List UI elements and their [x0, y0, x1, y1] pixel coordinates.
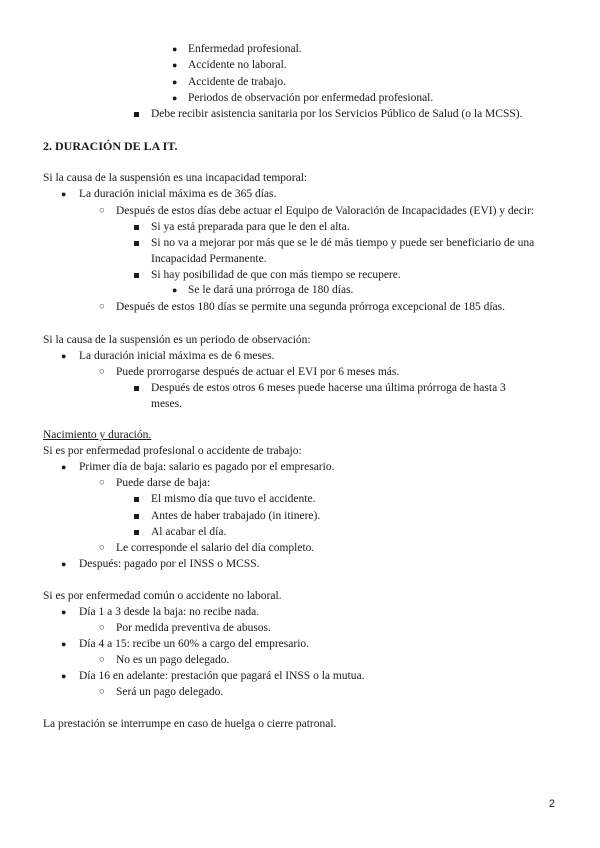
- bullet-dot-icon: ●: [172, 77, 178, 87]
- list-item: Se le dará una prórroga de 180 días.: [188, 284, 354, 296]
- paragraph: Si la causa de la suspensión es una incapacidad temporal:: [43, 172, 308, 184]
- bullet-square-icon: [134, 530, 139, 535]
- bullet-square-icon: [134, 112, 139, 117]
- bullet-dot-icon: ●: [172, 60, 178, 70]
- list-item: Puede darse de baja:: [116, 477, 211, 489]
- bullet-circle-icon: ○: [99, 687, 105, 697]
- list-item: Enfermedad profesional.: [188, 43, 302, 55]
- paragraph: Si la causa de la suspensión es un periodo de observación:: [43, 334, 311, 346]
- list-item: El mismo día que tuvo el accidente.: [151, 493, 316, 505]
- list-item: Día 1 a 3 desde la baja: no recibe nada.: [79, 606, 260, 618]
- list-item: Accidente no laboral.: [188, 59, 287, 71]
- bullet-square-icon: [134, 241, 139, 246]
- bullet-circle-icon: ○: [99, 206, 105, 216]
- list-item: Antes de haber trabajado (in itinere).: [151, 510, 321, 522]
- bullet-circle-icon: ○: [99, 302, 105, 312]
- paragraph: Si es por enfermedad profesional o accidente de trabajo:: [43, 445, 302, 457]
- list-item: Periodos de observación por enfermedad profesional.: [188, 92, 434, 104]
- bullet-dot-icon: ●: [61, 639, 67, 649]
- bullet-dot-icon: ●: [61, 462, 67, 472]
- list-item: Puede prorrogarse después de actuar el EVI por 6 meses más.: [116, 366, 400, 378]
- list-item: Primer día de baja: salario es pagado por el empresario.: [79, 461, 335, 473]
- list-item: Accidente de trabajo.: [188, 76, 287, 88]
- list-item: No es un pago delegado.: [116, 654, 230, 666]
- bullet-circle-icon: ○: [99, 543, 105, 553]
- list-item-continuation: Incapacidad Permanente.: [151, 253, 267, 265]
- bullet-dot-icon: ●: [172, 44, 178, 54]
- subsection-title: Nacimiento y duración.: [43, 429, 152, 441]
- bullet-dot-icon: ●: [61, 351, 67, 361]
- list-item: Si hay posibilidad de que con más tiempo se recupere.: [151, 269, 401, 281]
- list-item: Día 16 en adelante: prestación que pagará el INSS o la mutua.: [79, 670, 365, 682]
- bullet-square-icon: [134, 497, 139, 502]
- bullet-dot-icon: ●: [61, 671, 67, 681]
- list-item: Después: pagado por el INSS o MCSS.: [79, 558, 260, 570]
- bullet-square-icon: [134, 225, 139, 230]
- list-item: La duración inicial máxima es de 6 meses.: [79, 350, 275, 362]
- bullet-dot-icon: ●: [172, 93, 178, 103]
- section-heading: 2. DURACIÓN DE LA IT.: [43, 139, 178, 153]
- list-item: Le corresponde el salario del día completo.: [116, 542, 315, 554]
- list-item: Después de estos 180 días se permite una segunda prórroga excepcional de 185 días.: [116, 301, 505, 313]
- paragraph: Si es por enfermedad común o accidente no laboral.: [43, 590, 282, 602]
- list-item: Debe recibir asistencia sanitaria por los Servicios Público de Salud (o la MCSS).: [151, 108, 523, 120]
- page-number: 2: [548, 798, 555, 810]
- list-item: Por medida preventiva de abusos.: [116, 622, 271, 634]
- list-item: Después de estos otros 6 meses puede hacerse una última prórroga de hasta 3: [151, 382, 506, 394]
- list-item: Si ya está preparada para que le den el alta.: [151, 221, 350, 233]
- list-item: Día 4 a 15: recibe un 60% a cargo del empresario.: [79, 638, 310, 650]
- bullet-circle-icon: ○: [99, 623, 105, 633]
- list-item: Si no va a mejorar por más que se le dé más tiempo y puede ser beneficiario de una: [151, 237, 535, 249]
- bullet-circle-icon: ○: [99, 367, 105, 377]
- bullet-square-icon: [134, 386, 139, 391]
- bullet-dot-icon: ●: [172, 285, 178, 295]
- bullet-circle-icon: ○: [99, 478, 105, 488]
- closing-paragraph: La prestación se interrumpe en caso de huelga o cierre patronal.: [43, 718, 337, 730]
- bullet-dot-icon: ●: [61, 607, 67, 617]
- list-item: La duración inicial máxima es de 365 días.: [79, 188, 277, 200]
- bullet-dot-icon: ●: [61, 559, 67, 569]
- list-item: Al acabar el día.: [151, 526, 227, 538]
- list-item: Después de estos días debe actuar el Equipo de Valoración de Incapacidades (EVI) y decir:: [116, 205, 535, 217]
- bullet-circle-icon: ○: [99, 655, 105, 665]
- bullet-square-icon: [134, 514, 139, 519]
- bullet-square-icon: [134, 273, 139, 278]
- list-item: Será un pago delegado.: [116, 686, 224, 698]
- list-item-continuation: meses.: [151, 398, 182, 410]
- bullet-dot-icon: ●: [61, 189, 67, 199]
